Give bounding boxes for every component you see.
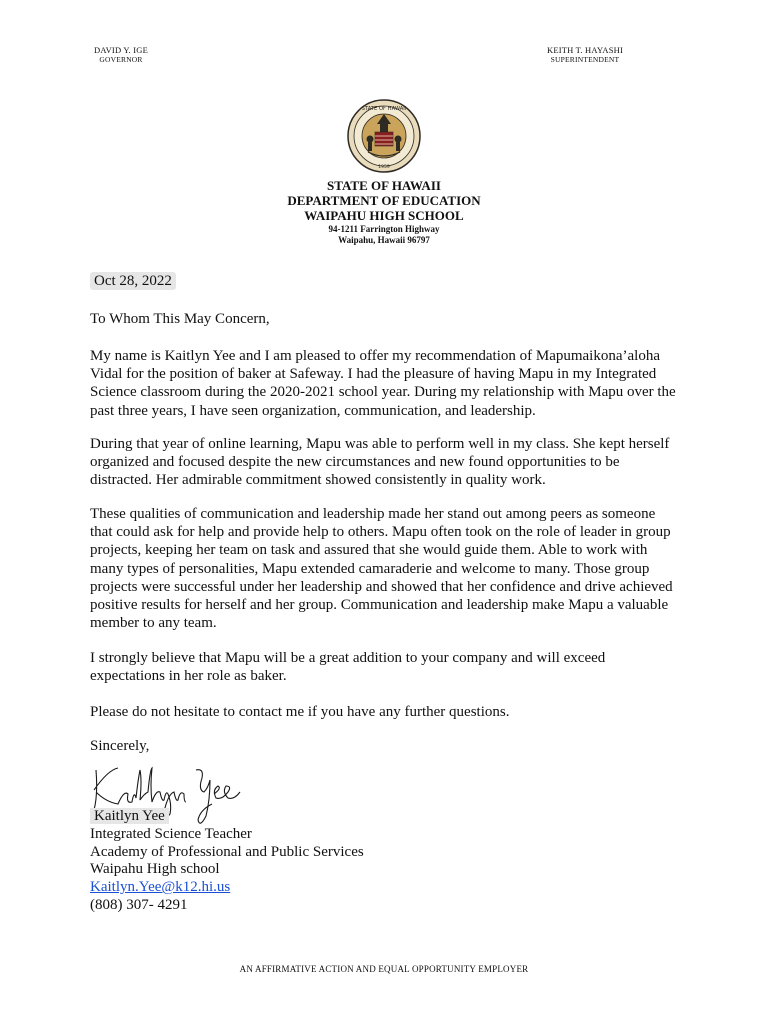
signer-title: Integrated Science Teacher [90, 825, 252, 842]
letterhead-state: STATE OF HAWAII [327, 178, 441, 193]
letter-date: Oct 28, 2022 [90, 272, 176, 290]
signer-name: Kaitlyn Yee [90, 808, 169, 824]
governor-name: DAVID Y. IGE [94, 45, 148, 55]
signer-school: Waipahu High school [90, 861, 220, 878]
address-street: 94-1211 Farrington Highway [328, 224, 440, 234]
paragraph-contact: Please do not hesitate to contact me if you have any further questions. [90, 704, 510, 720]
greeting: To Whom This May Concern, [90, 311, 270, 327]
governor-title: GOVERNOR [99, 55, 143, 64]
signer-block [90, 808, 364, 915]
signer-email-link[interactable]: Kaitlyn.Yee@k12.hi.us [90, 879, 231, 896]
closing: Sincerely, [90, 738, 150, 754]
letterhead-title [184, 178, 584, 223]
paragraph-leadership: These qualities of communication and leadership made her stand out among peers as someone that could ask for help and provide help to others. Mapu often took on the role of leader in group projects, keeping her team on task and assured that she would guide them. Able to work with many types of personalities, Mapu extended camaraderie and welcome to many. Those group projects were successful under her leadership and showed that her confidence and drive achieved positive results for herself and her group. Communication and leadership make Mapu a valuable member to any team. [90, 506, 673, 632]
superintendent-title: SUPERINTENDENT [550, 55, 620, 64]
superintendent-name: KEITH T. HAYASHI [546, 45, 623, 55]
seal-text: STATE OF HAWAII [361, 106, 407, 112]
state-seal-icon [346, 98, 422, 174]
signer-phone: (808) 307- 4291 [90, 896, 188, 913]
footer-statement: AN AFFIRMATIVE ACTION AND EQUAL OPPORTUNITY EMPLOYER [239, 964, 529, 974]
paragraph-belief: I strongly believe that Mapu will be a great addition to your company and will exceed expectations in her role as baker. [90, 650, 606, 685]
seal-year: 1959 [378, 165, 390, 170]
paragraph-intro: My name is Kaitlyn Yee and I am pleased to offer my recommendation of Mapumaikona’aloha Vidal for the position of baker at Safeway. I had the pleasure of having Mapu in my Integrated Science classroom during the 2020-2021 school year. During my relationship with Mapu over the past three years, I have seen organization, communication, and leadership. [90, 348, 676, 419]
letterhead-department: DEPARTMENT OF EDUCATION [287, 193, 481, 208]
letterhead-school: WAIPAHU HIGH SCHOOL [304, 208, 464, 223]
address-city: Waipahu, Hawaii 96797 [338, 235, 430, 245]
governor-block [76, 45, 166, 65]
signer-academy: Academy of Professional and Public Services [90, 843, 364, 860]
letterhead-address [184, 224, 584, 246]
superintendent-block [530, 45, 640, 65]
paragraph-online-learning: During that year of online learning, Mapu was able to perform well in my class. She kept herself organized and focused despite the new circumstances and new found opportunities to be distracted. Her admirable commitment showed consistently in quality work. [90, 436, 670, 489]
